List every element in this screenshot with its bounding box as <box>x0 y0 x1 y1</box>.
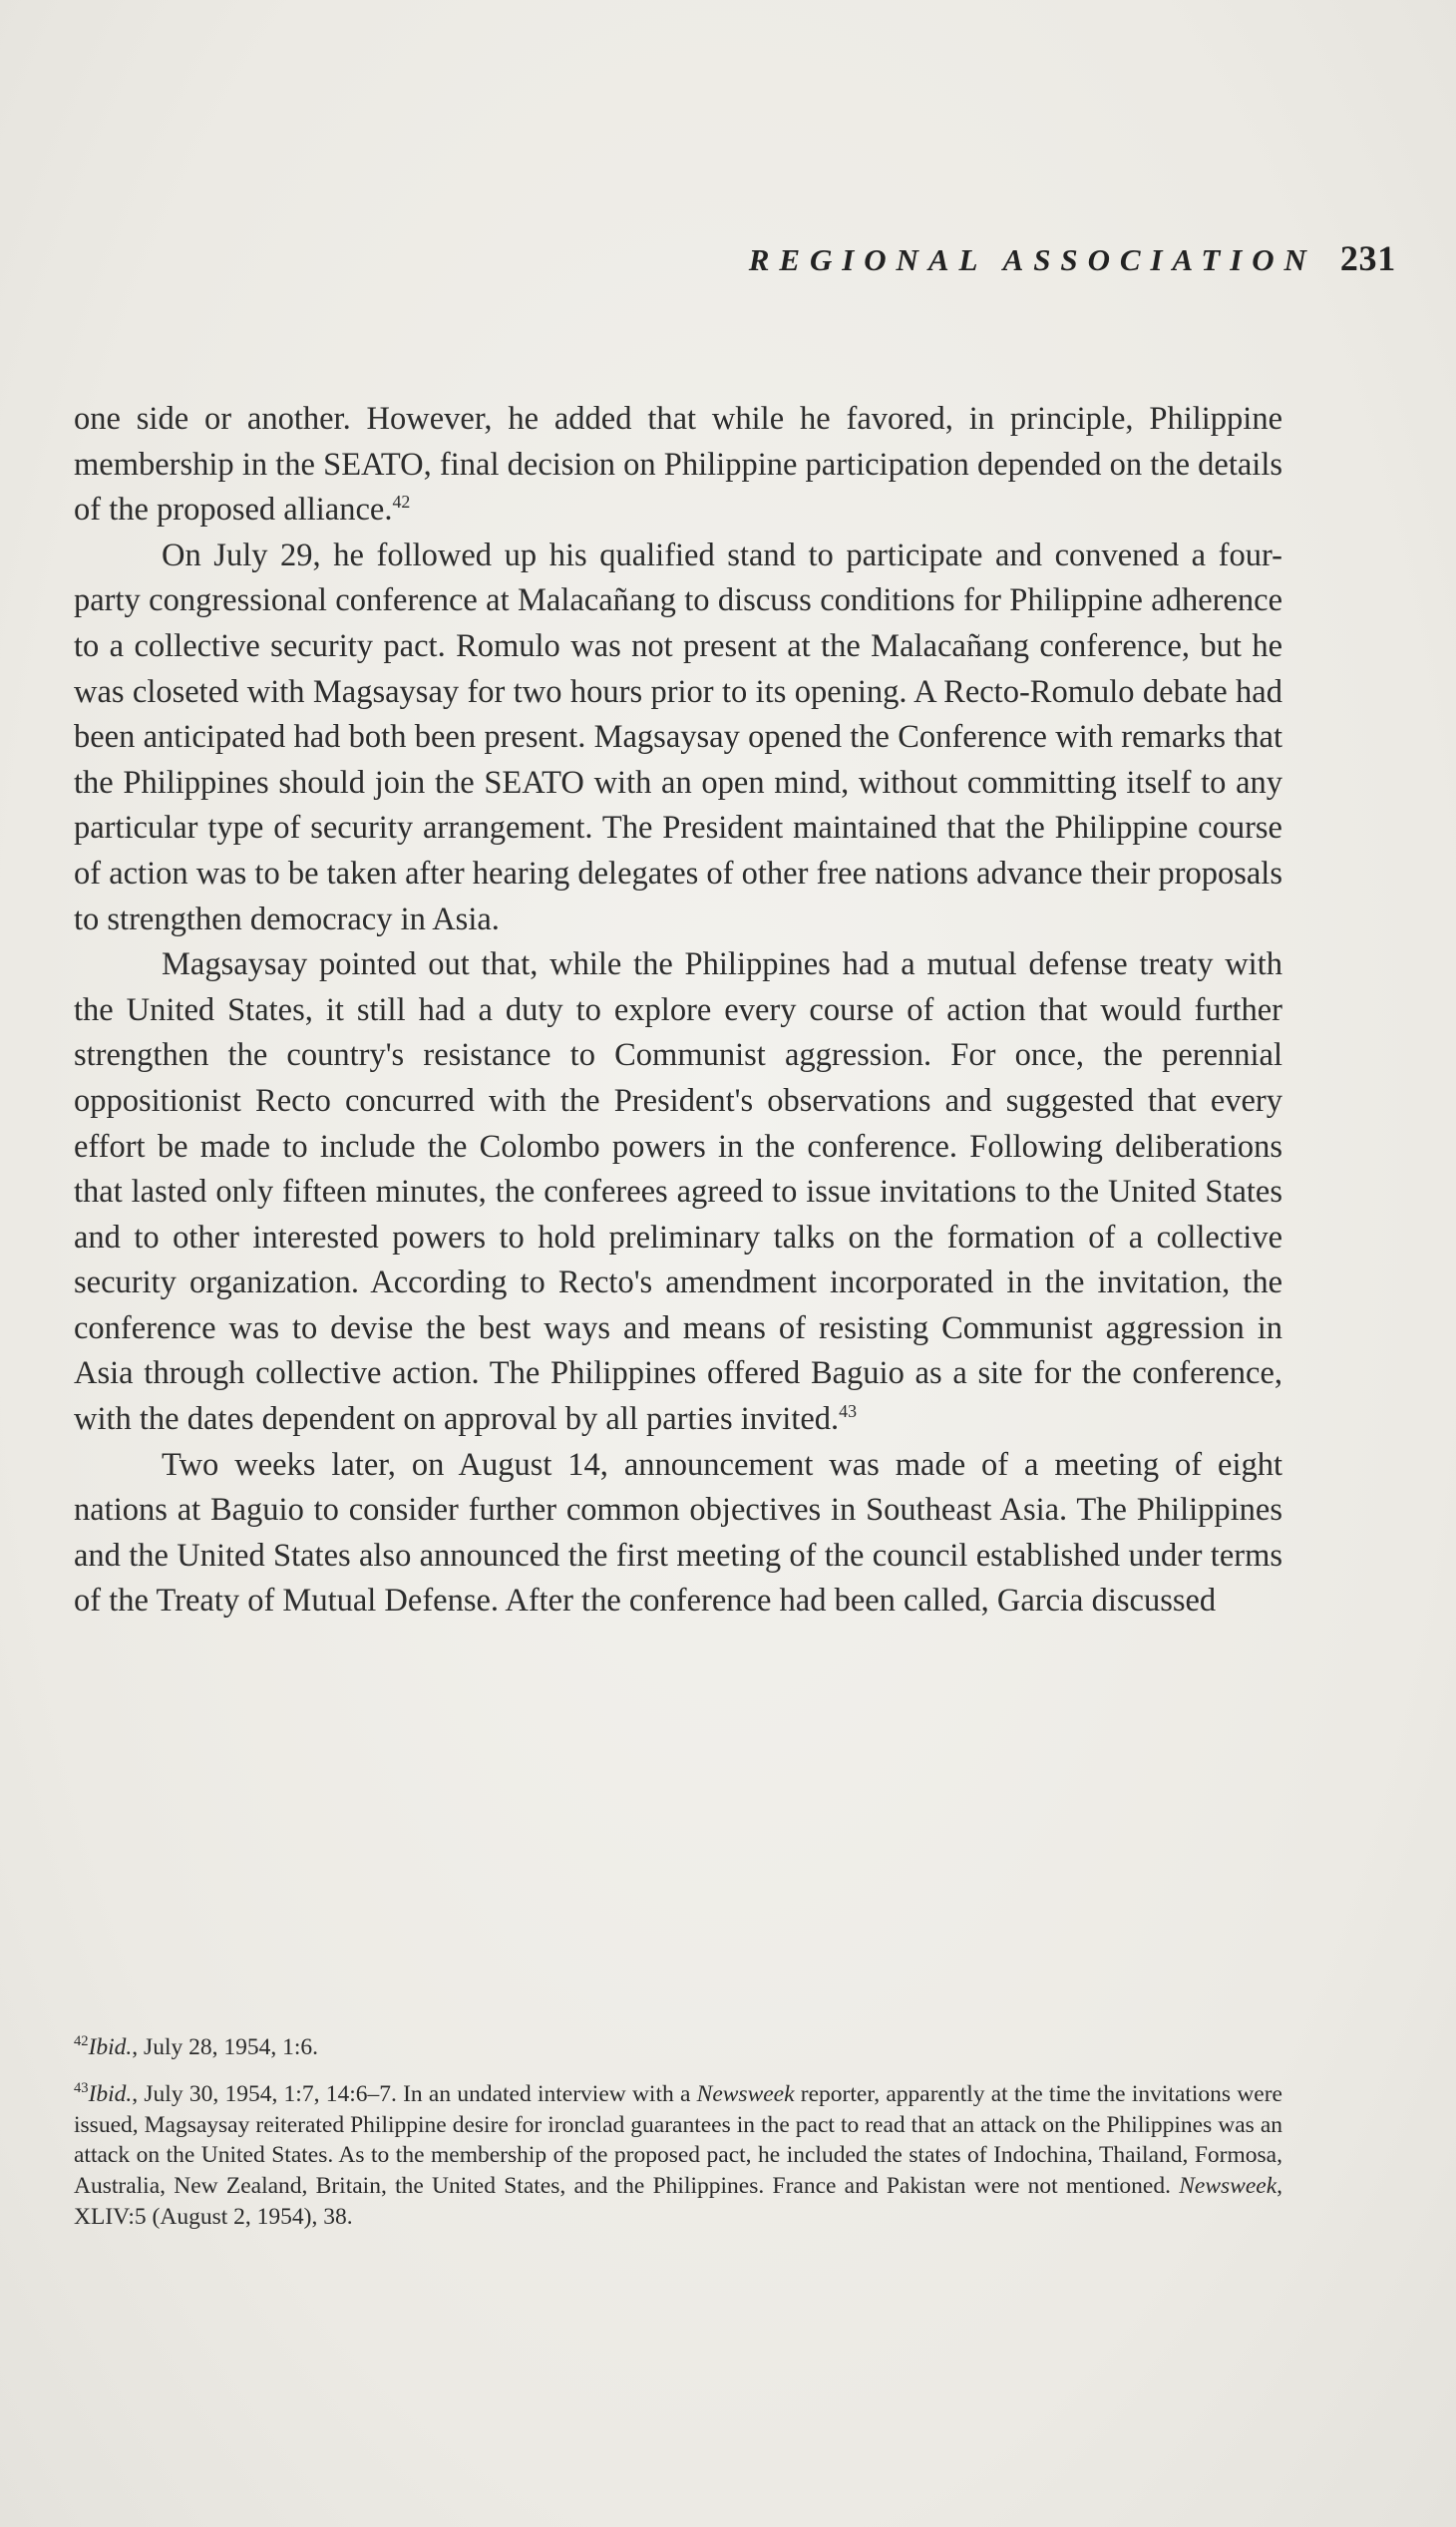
footnote-ibid: Ibid. <box>88 2034 133 2060</box>
paragraph-3 <box>74 942 1282 1443</box>
paragraph-1-text: one side or another. However, he added that while he favored, in principle, Philippine membership in the SEATO, final decision on Philippine participation depended on the details of the proposed alliance. <box>74 401 1282 529</box>
page-number: 231 <box>1339 238 1396 278</box>
footnote-ibid: Ibid. <box>88 2080 133 2107</box>
footnote-text: , July 30, 1954, 1:7, 14:6–7. In an undated interview with a <box>132 2080 697 2107</box>
paragraph-4: Two weeks later, on August 14, announcement was made of a meeting of eight nations at Baguio to consider further common objectives in Southeast Asia. The Philippines and the United States also announced the first meeting of the council established under terms of the Treaty of Mutual Defense. After the conference had been called, Garcia discussed <box>74 1446 1282 1620</box>
magazine-title: Newsweek <box>696 2080 795 2107</box>
footnote-42 <box>74 2032 1282 2063</box>
running-header <box>748 237 1396 281</box>
footnote-43 <box>74 2079 1282 2233</box>
footnotes <box>74 2032 1282 2233</box>
paragraph-2: On July 29, he followed up his qualified stand to participate and convened a four-party congressional conference at Malacañang to discuss conditions for Philippine adherence to a collective security pact. Romulo was not present at the Malacañang conference, but he was closeted with Magsaysay for two hours prior to its opening. A Recto-Romulo debate had been anticipated had both been present. Magsaysay opened the Conference with remarks that the Philippines should join the SEATO with an open mind, without committing itself to any particular type of security arrangement. The President maintained that the Philippine course of action was to be taken after hearing delegates of other free nations advance their proposals to strengthen democracy in Asia. <box>74 537 1282 937</box>
running-title: REGIONAL ASSOCIATION <box>748 242 1316 277</box>
paragraph-3-text: Magsaysay pointed out that, while the Philippines had a mutual defense treaty with the United States, it still had a duty to explore every course of action that would further strengthen the country's resistance to Communist aggression. For once, the perennial oppositionist Recto concurred with the President's observations and suggested that every effort be made to include the Colombo powers in the conference. Following deliberations that lasted only fifteen minutes, the conferees agreed to issue invitations to the United States and to other interested powers to hold preliminary talks on the formation of a collective security organization. According to Recto's amendment incorporated in the invitation, the conference was to devise the best ways and means of resisting Communist aggression in Asia through collective action. The Philippines offered Baguio as a site for the conference, with the dates dependent on approval by all parties invited. <box>74 946 1282 1438</box>
magazine-title: Newsweek <box>1179 2173 1277 2200</box>
footnote-ref-43: 43 <box>839 1401 858 1422</box>
footnote-text: , XLIV:5 (August 2, 1954), 38. <box>74 2173 1282 2230</box>
paragraph-1 <box>74 397 1282 534</box>
footnote-text: reporter, apparently at the time the invitations were issued, Magsaysay reiterated Philippine desire for ironclad guarantees in the pact to read that an attack on the Philippines was an attack on the United States. As to the membership of the proposed pact, he included the states of Indochina, Thailand, Formosa, Australia, New Zealand, Britain, the United States, and the Philippines. France and Pakistan were not mentioned. <box>74 2080 1282 2200</box>
footnote-ref-42: 42 <box>392 492 411 513</box>
footnote-mark: 42 <box>74 2033 89 2050</box>
body-text <box>74 397 1282 1624</box>
footnote-mark: 43 <box>74 2079 89 2096</box>
footnote-text: , July 28, 1954, 1:6. <box>132 2034 319 2060</box>
